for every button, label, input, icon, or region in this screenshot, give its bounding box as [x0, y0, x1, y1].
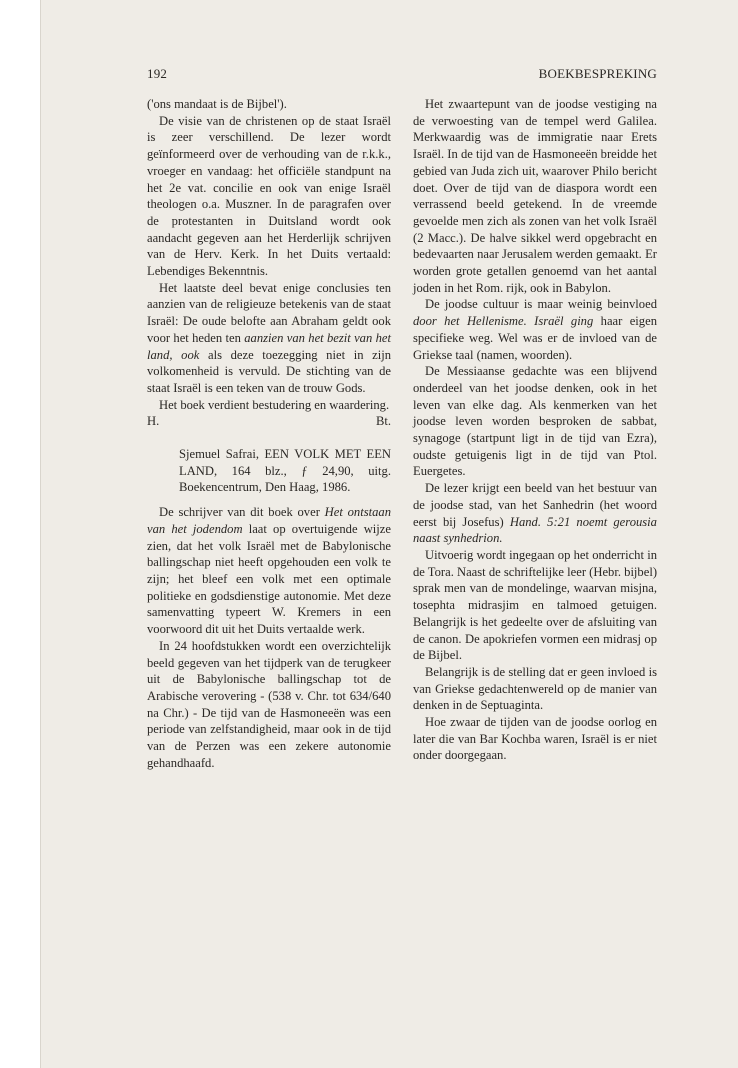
paragraph: Het laatste deel bevat enige conclusies ten aanzien van de religieuze betekenis van de staat Israël: De oude belofte aan Abraham geldt ook voor het heden ten aanzien van het bezit van het land, ook als deze toezegging niet in zijn volkomenheid is vervuld. De stichting van de staat Israël is een teken van de trouw Gods.	[147, 280, 392, 395]
left-column	[147, 96, 391, 771]
running-head: BOEKBESPREKING	[538, 66, 657, 81]
paragraph: Hoe zwaar de tijden van de joodse oorlog en later die van Bar Kochba waren, Israël is er niet onder doorgegaan.	[413, 715, 657, 763]
book-reference	[179, 446, 391, 496]
paragraph: Het zwaartepunt van de joodse vestiging na de verwoesting van de tempel werd Galilea. Merkwaardig was de immigratie naar Erets Israël. In de tijd van de Hasmoneeën breidde het gebied van Juda zich uit, waarover Philo bericht doet. Over de tijd van de diaspora wordt een verrassend beeld getekend. In de vreemde gevoelde men zich als zonen van het volk Israël (2 Macc.). De halve sikkel werd opgebracht en bedevaarten naar Jerusalem werden gemaakt. Er worden grote getallen genoemd van het aantal joden in het Rom. rijk, ook in Babylon.	[413, 97, 657, 295]
signature-initials: Bt.	[375, 414, 391, 429]
paragraph: De joodse cultuur is maar weinig beinvloed door het Hellenisme. Israël ging haar eigen specifieke weg. Wel was er de invloed van de Griekse taal (namen, woorden).	[413, 297, 657, 362]
paragraph: In 24 hoofdstukken wordt een overzichtelijk beeld gegeven van het tijdperk van de terugkeer uit de Babylonische ballingschap tot de Arabische verovering - (538 v. Chr. tot 634/640 na Chr.) - De tijd van de Hasmoneeën was een periode van zelfstandigheid, maar ook in de tijd van de Perzen was een zekere autonomie gehandhaafd.	[147, 638, 391, 770]
paragraph: De Messiaanse gedachte was een blijvend onderdeel van het joodse denken, ook in het leven van elke dag. Als kenmerken van het joodse leven worden besproken de sabbat, synagoge (startpunt ligt in de tijd van Ezra), oudste getuigenis ligt in de tijd van Ptol. Euergetes.	[413, 364, 657, 479]
signature-initial: H.	[147, 414, 160, 429]
paragraph: De lezer krijgt een beeld van het bestuur van de joodse stad, van het Sanhedrin (het woord eerst bij Josefus) Hand. 5:21 noemt gerousia naast synhedrion.	[413, 481, 657, 546]
paragraph: ('ons mandaat is de Bijbel').	[147, 97, 287, 111]
right-column	[413, 96, 657, 764]
paragraph: De schrijver van dit boek over Het ontstaan van het jodendom laat op overtuigende wijze zien, dat het volk Israël met de Babylonische ballingschap niet heeft opgehouden een volk te zijn; het bleef een volk met een optimale politieke en godsdienstige autonomie. Met deze samenvatting typeert W. Kremers in een voorwoord dit uit het Duits vertaalde werk.	[147, 505, 391, 637]
reference-text: Sjemuel Safrai, EEN VOLK MET EEN LAND, 164 blz., ƒ 24,90, uitg. Boekencentrum, Den Haag, 1986.	[179, 447, 391, 495]
paragraph: Uitvoerig wordt ingegaan op het onderricht in de Tora. Naast de schriftelijke leer (Hebr. bijbel) sprak men van de mondelinge, waarvan misjna, tosephta midrasjim en talmoed getuigen. Belangrijk is het gedeelte over de afsluiting van de canon. De apokriefen vormen een midrasj op de Bijbel.	[413, 547, 658, 663]
paragraph: De visie van de christenen op de staat Israël is zeer verschillend. De lezer wordt geïnformeerd over de verhouding van de r.k.k., vroeger en vandaag: het officiële standpunt na het 2e vat. concilie en ook van enige Israël theologen o.a. Muszner. In de paragrafen over de protestanten in Duitsland wordt ook aandacht gegeven aan het Herderlijk schrijven van de Herv. Kerk. In het Duits vertaald: Lebendiges Bekenntnis.	[147, 113, 391, 279]
page-number: 192	[147, 66, 168, 81]
paragraph: Het boek verdient bestudering en waardering.	[159, 397, 390, 412]
reviewer-signature	[147, 413, 391, 430]
paragraph: Belangrijk is de stelling dat er geen invloed is van Griekse gedachtenwereld op de manier van denken in de Septuaginta.	[413, 664, 657, 713]
